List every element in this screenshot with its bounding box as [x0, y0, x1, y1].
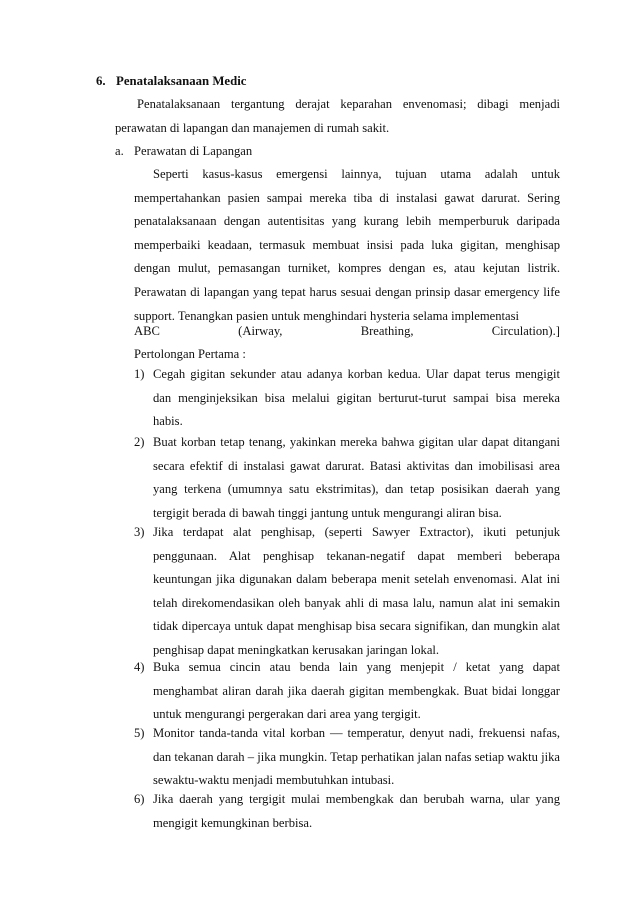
list-item-text: Buka semua cincin atau benda lain yang menjepit / ketat yang dapat menghambat aliran darah jika daerah gigitan membengkak. Buat bidai longgar untuk mengurangi pergerakan dari area yang tergigit. — [153, 660, 560, 722]
list-item-text: Monitor tanda-tanda vital korban — temperatur, denyut nadi, frekuensi nafas, dan tekanan darah – jika mungkin. Tetap perhatikan jalan nafas setiap waktu jika sewaktu-waktu menjadi membutuhkan intubasi. — [153, 726, 560, 788]
list-item-marker: 1) — [134, 367, 145, 381]
subsection-letter: a. — [115, 144, 124, 158]
list-item — [134, 363, 560, 434]
list-item-text: Jika daerah yang tergigit mulai membengkak dan berubah warna, ular yang mengigit kemungkinan berbisa. — [153, 792, 560, 830]
first-aid-label: Pertolongan Pertama : — [134, 347, 246, 361]
list-item-marker: 4) — [134, 660, 145, 674]
list-item — [134, 521, 560, 663]
section-intro-paragraph: Penatalaksanaan tergantung derajat keparahan envenomasi; dibagi menjadi perawatan di lapangan dan manajemen di rumah sakit. — [115, 97, 560, 135]
list-item — [134, 431, 560, 525]
abc-word: ABC — [134, 324, 160, 338]
section-title: Penatalaksanaan Medic — [116, 74, 247, 88]
subsection-heading — [115, 141, 252, 161]
subsection-paragraph: Seperti kasus-kasus emergensi lainnya, tujuan utama adalah untuk mempertahankan pasien sampai mereka tiba di instalasi gawat darurat. Sering penatalaksanaan dengan autentisitas yang kurang lebih memperburuk daripada memperbaiki keadaan, termasuk membuat insisi pada luka gigitan, menghisap dengan mulut, pemasangan turniket, kompres dengan es, atau kejutan listrik. Perawatan di lapangan yang tepat harus sesuai dengan prinsip dasar emergency life support. Tenangkan pasien untuk menghindari hysteria selama implementasi — [134, 167, 560, 323]
list-item — [134, 656, 560, 727]
list-item-marker: 6) — [134, 792, 145, 806]
section-heading — [96, 72, 246, 90]
list-item — [134, 722, 560, 793]
breathing-word: Breathing, — [360, 324, 414, 338]
list-item-text: Buat korban tetap tenang, yakinkan mereka bahwa gigitan ular dapat ditangani secara efektif di instalasi gawat darurat. Batasi aktivitas dan imobilisasi area yang terkena (umumnya satu ekstrimitas), dan tetap posisikan daerah yang tergigit berada di bawah tinggi jantung untuk mengurangi aliran bisa. — [153, 435, 560, 520]
list-item-marker: 2) — [134, 435, 145, 449]
circulation-word: Circulation).] — [491, 324, 560, 338]
subsection-title: Perawatan di Lapangan — [134, 144, 253, 158]
list-item — [134, 788, 560, 835]
abc-line — [134, 321, 560, 341]
list-item-text: Jika terdapat alat penghisap, (seperti Sawyer Extractor), ikuti petunjuk penggunaan. Alat penghisap tekanan-negatif dapat memberi beberapa keuntungan jika digunakan dalam beberapa menit setelah envenomasi. Alat ini telah direkomendasikan oleh banyak ahli di masa lalu, namun alat ini semakin tidak dipercaya untuk dapat menghisap bisa secara signifikan, dan mungkin alat penghisap dapat meningkatkan kerusakan jaringan lokal. — [153, 525, 560, 657]
list-item-marker: 3) — [134, 525, 145, 539]
section-number: 6. — [96, 74, 106, 88]
list-item-marker: 5) — [134, 726, 145, 740]
airway-word: (Airway, — [238, 324, 283, 338]
list-item-text: Cegah gigitan sekunder atau adanya korban kedua. Ular dapat terus mengigit dan menginjeksikan bisa melalui gigitan berturut-turut sampai bisa mereka habis. — [153, 367, 560, 429]
